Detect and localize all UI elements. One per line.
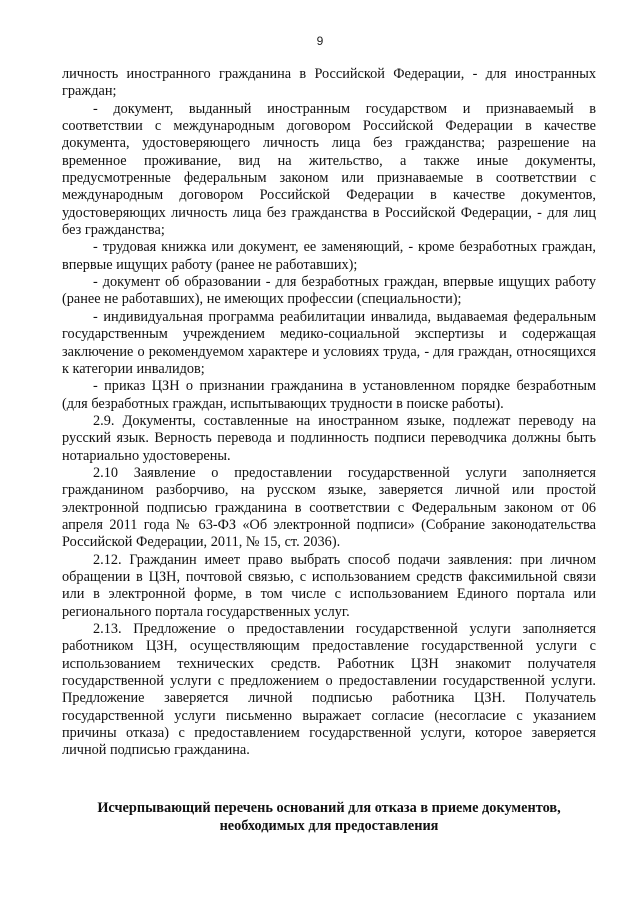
list-item: - документ об образовании - для безработных граждан, впервые ищущих работу (ранее не работавших), не имеющих профессии (специальности); [62,274,596,308]
clause-2-10: 2.10 Заявление о предоставлении государственной услуги заполняется гражданином разборчиво, на русском языке, заверяется личной или простой электронной подписью гражданина в соответствии с Федеральным законом от 06 апреля 2011 года № 63-ФЗ «Об электронной подписи» (Собрание законодательства Российской Федерации, 2011, № 15, ст. 2036). [62,464,596,551]
list-item: - приказ ЦЗН о признании гражданина в установленном порядке безработным (для безработных граждан, испытывающих трудности в поиске работы). [62,378,596,412]
section-heading [62,800,596,835]
document-body [62,66,596,760]
paragraph: личность иностранного гражданина в Российской Федерации, - для иностранных граждан; [62,66,596,100]
clause-2-9: 2.9. Документы, составленные на иностранном языке, подлежат переводу на русский язык. Верность перевода и подлинность подписи переводчика должны быть нотариально удостоверены. [62,412,596,464]
clause-2-13: 2.13. Предложение о предоставлении государственной услуги заполняется работником ЦЗН, осуществляющим предоставление государственной услуги с использованием технических средств. Работник ЦЗН знакомит получателя государственной услуги с предложением о предоставлении государственной услуги. Предложение заверяется личной подписью работника ЦЗН. Получатель государственной услуги письменно выражает согласие (несогласие с указанием причины отказа) с предоставлением государственной услуги, которое заверяется личной подписью гражданина. [62,621,596,759]
list-item: - трудовая книжка или документ, ее заменяющий, - кроме безработных граждан, впервые ищущих работу (ранее не работавших); [62,239,596,273]
list-item: - индивидуальная программа реабилитации инвалида, выдаваемая федеральным государственным учреждением медико-социальной экспертизы и содержащая заключение о рекомендуемом характере и условиях труда, - для граждан, относящихся к категории инвалидов; [62,308,596,377]
page-number: 9 [316,34,324,48]
clause-2-12: 2.12. Гражданин имеет право выбрать способ подачи заявления: при личном обращении в ЦЗН, почтовой связью, с использованием средств факсимильной связи или в электронной форме, в том числе с использованием Единого портала или регионального портала государственных услуг. [62,551,596,620]
heading-line-1: Исчерпывающий перечень оснований для отказа в приеме документов, [97,800,561,816]
list-item: - документ, выданный иностранным государством и признаваемый в соответствии с международным договором Российской Федерации в качестве документа, удостоверяющего личность лица без гражданства; разрешение на временное проживание, вид на жительство, а также иные документы, предусмотренные федеральным законом или признаваемые в соответствии с международным договором Российской Федерации в качестве документов, удостоверяющих личность лица без гражданства в Российской Федерации, - для лиц без гражданства; [62,100,596,239]
heading-line-2: необходимых для предоставления [219,817,439,834]
